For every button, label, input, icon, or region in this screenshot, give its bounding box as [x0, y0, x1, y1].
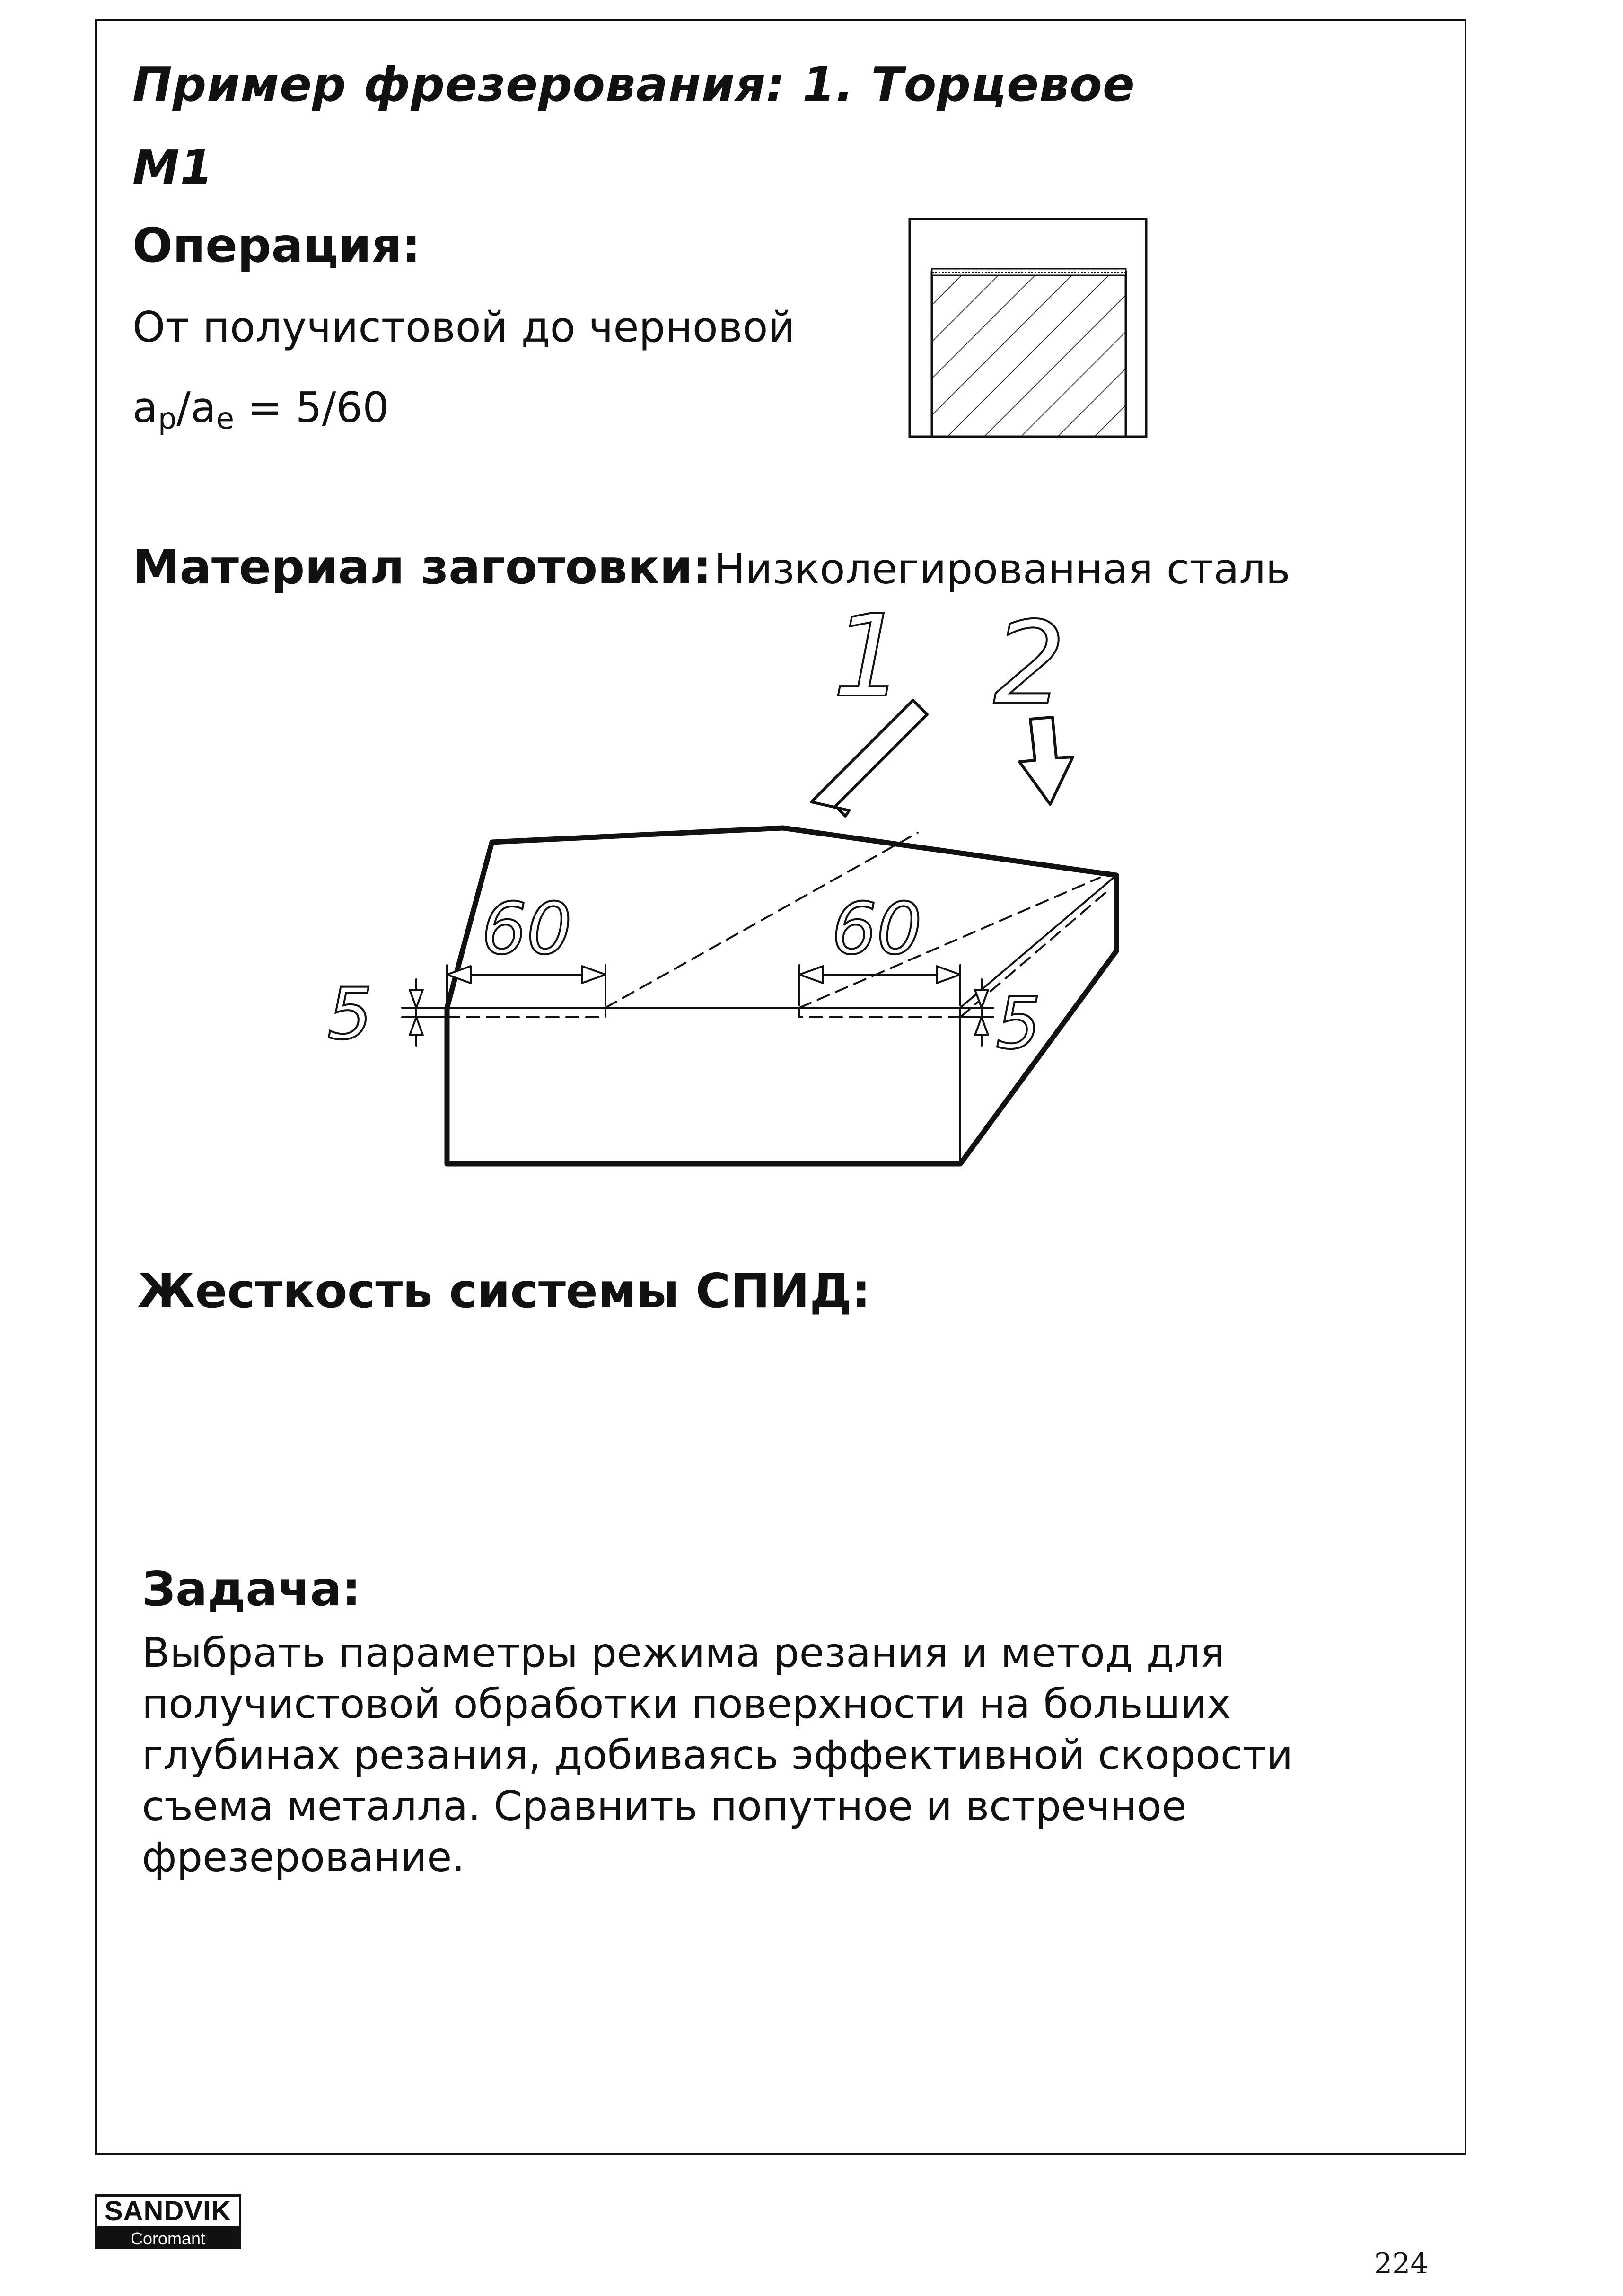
ratio-sep: /a	[176, 383, 216, 432]
logo-sub: Coromant	[95, 2228, 241, 2249]
depth-ratio	[132, 383, 389, 436]
depth-right-label: 5	[996, 983, 1041, 1065]
width-left-label: 60	[482, 888, 572, 970]
milling-workpiece-drawing	[284, 606, 1183, 1197]
ratio-value: = 5/60	[234, 383, 389, 432]
page-title: Пример фрезерования: 1. Торцевое	[132, 57, 1135, 112]
logo-brand: SANDVIK	[95, 2194, 241, 2228]
operation-heading: Операция:	[132, 218, 421, 273]
example-code: M1	[132, 140, 214, 195]
arrow-1-label: 1	[833, 606, 905, 722]
material-label: Материал заготовки:	[132, 539, 712, 595]
material-line	[132, 539, 1290, 595]
depth-left-label: 5	[327, 973, 373, 1056]
page-number: 224	[1374, 2247, 1429, 2280]
sandvik-logo	[95, 2194, 241, 2251]
task-text: Выбрать параметры режима резания и метод для получистовой обработки поверхности на больших глубинах резания, добиваясь эффективной скорости съема металла. Сравнить попутное и встречное фрезерование.	[142, 1629, 1293, 1881]
width-right-label: 60	[832, 888, 922, 970]
task-heading: Задача:	[142, 1561, 361, 1617]
operation-type: От получистовой до черновой	[132, 303, 795, 352]
rigidity-heading: Жесткость системы СПИД:	[137, 1263, 871, 1319]
material-value: Низколегированная сталь	[714, 545, 1290, 593]
workpiece-section-icon	[908, 218, 1154, 445]
ratio-ae-sub: e	[216, 401, 235, 436]
arrow-2-label: 2	[993, 606, 1066, 730]
ratio-ap-sub: p	[158, 401, 177, 436]
ratio-ap: a	[132, 383, 158, 432]
